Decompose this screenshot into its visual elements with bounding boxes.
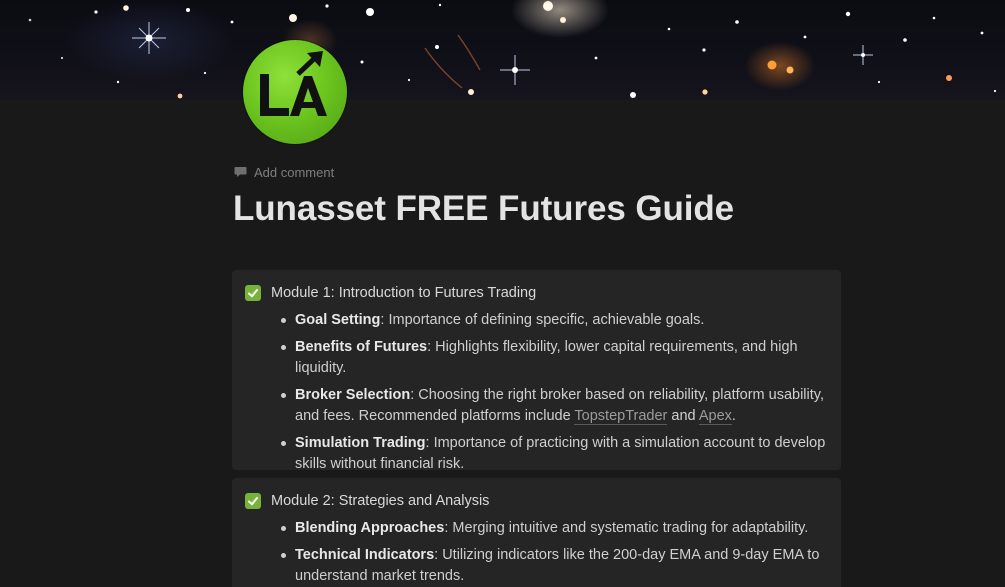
module-title[interactable]: Module 2: Strategies and Analysis xyxy=(271,493,490,509)
apex-link[interactable]: Apex xyxy=(698,408,732,424)
item-text: : Utilizing indicators like the 200-day EMA and 9-day EMA to understand market trends. xyxy=(295,547,820,584)
module-card-2 xyxy=(232,478,841,587)
list-item[interactable] xyxy=(295,385,830,427)
cover-image[interactable] xyxy=(0,0,1005,100)
item-term: Goal Setting xyxy=(295,312,381,328)
item-term: Blending Approaches xyxy=(295,520,445,536)
star-field xyxy=(0,0,1005,100)
item-term: Broker Selection xyxy=(295,387,411,403)
list-item[interactable] xyxy=(295,337,830,379)
item-text: : Highlights flexibility, lower capital requirements, and high liquidity. xyxy=(295,339,798,376)
list-item[interactable] xyxy=(295,433,830,475)
item-text-connector: and xyxy=(667,408,699,424)
add-comment-label: Add comment xyxy=(254,164,335,180)
list-item[interactable] xyxy=(295,518,830,539)
item-text: : Importance of defining specific, achievable goals. xyxy=(380,312,705,328)
list-item[interactable] xyxy=(295,310,830,331)
item-term: Technical Indicators xyxy=(295,547,435,563)
item-text: : Importance of practicing with a simulation account to develop skills without financial risk. xyxy=(295,435,826,472)
page-logo[interactable] xyxy=(243,40,347,144)
checkbox-checked-icon[interactable] xyxy=(245,285,261,301)
module-1-bullet-list xyxy=(295,310,830,481)
item-term: Simulation Trading xyxy=(295,435,426,451)
item-text: : Choosing the right broker based on reliability, platform usability, and fees. Recommended platforms include xyxy=(295,387,824,424)
module-title[interactable]: Module 1: Introduction to Futures Trading xyxy=(271,285,537,301)
add-comment-button[interactable] xyxy=(234,163,334,181)
arrow-up-right-icon xyxy=(243,40,347,144)
item-text: : Merging intuitive and systematic trading for adaptability. xyxy=(444,520,809,536)
checkbox-checked-icon[interactable] xyxy=(245,493,261,509)
item-text-end: . xyxy=(731,408,736,424)
comment-icon xyxy=(234,166,247,178)
list-item[interactable] xyxy=(295,545,830,587)
topsteptrader-link[interactable]: TopstepTrader xyxy=(574,408,668,424)
item-term: Benefits of Futures xyxy=(295,339,428,355)
todo-item-module-1 xyxy=(245,285,536,301)
module-2-bullet-list xyxy=(295,518,830,587)
page-title[interactable]: Lunasset FREE Futures Guide xyxy=(233,189,734,228)
module-card-1 xyxy=(232,270,841,470)
todo-item-module-2 xyxy=(245,493,489,509)
